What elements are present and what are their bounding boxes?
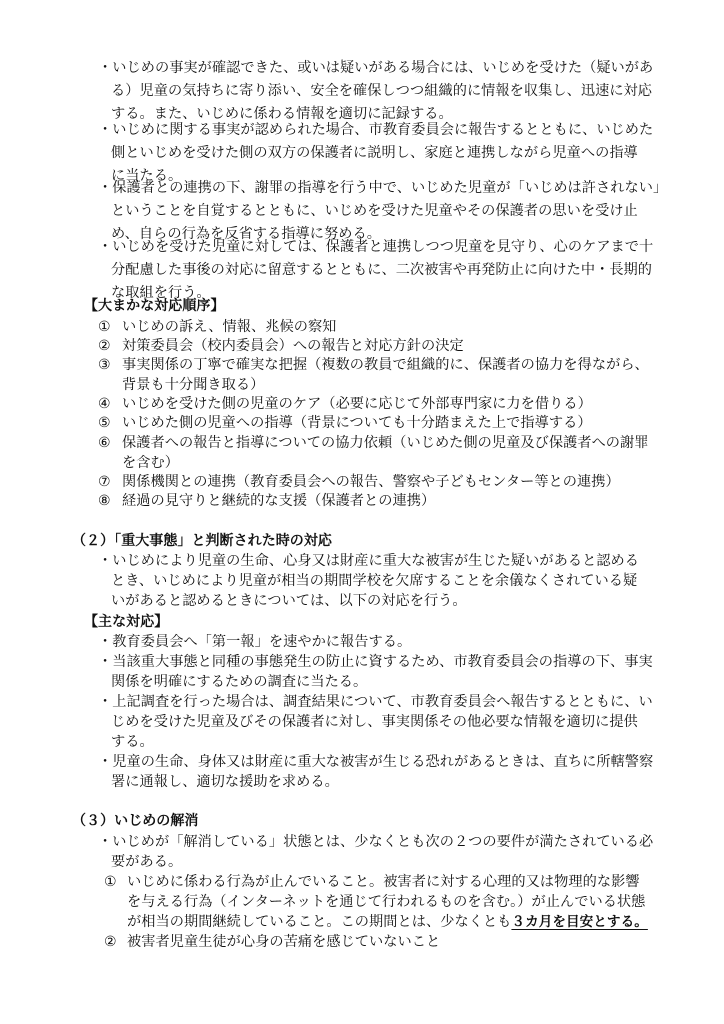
s2-bullet-3-line-3: する。: [111, 734, 154, 750]
order-item-7-text: 関係機関との連携（教育委員会への報告、警察や子どもセンター等との連携）: [122, 474, 620, 490]
order-item-2-text: 対策委員会（校内委員会）への報告と対応方針の決定: [122, 338, 464, 354]
section-2-intro-2: とき、いじめにより児童が相当の期間学校を欠席することを余儀なくされている疑: [111, 573, 638, 589]
bullet-1-line-2: る）児童の気持ちに寄り添い、安全を確保しつつ組織的に情報を収集し、迅速に対応: [111, 83, 653, 99]
bullet-3-line-1: ・保護者との連携の下、謝罪の指導を行う中で、いじめた児童が「いじめは許されない」: [98, 180, 668, 196]
order-item-6-num: ⑥: [98, 435, 111, 451]
order-item-1-text: いじめの訴え、情報、兆候の察知: [122, 319, 337, 335]
order-heading: 【大まかな対応順序】: [84, 298, 225, 314]
res-item-2-line-1: 被害者児童生徒が心身の苦痛を感じていないこと: [127, 934, 441, 950]
bullet-3-line-2: ということを自覚するとともに、いじめを受けた児童やその保護者の思いを受け止: [111, 203, 638, 219]
bullet-2-line-2: 側といじめを受けた側の双方の保護者に説明し、家庭と連携しながら児童への指導: [111, 145, 638, 161]
section-2-intro-1: ・いじめにより児童の生命、心身又は財産に重大な被害が生じた疑いがあると認める: [98, 553, 640, 569]
s2-bullet-4-line-1: ・児童の生命、身体又は財産に重大な被害が生じる恐れがあるときは、直ちに所轄警察: [98, 754, 654, 770]
bullet-3-line-3: め、自らの行為を反省する指導に努める。: [111, 226, 381, 242]
s2-bullet-3-line-1: ・上記調査を行った場合は、調査結果について、市教育委員会へ報告するとともに、い: [98, 694, 653, 710]
section-2-intro-3: いがあると認めるときについては、以下の対応を行う。: [111, 593, 467, 609]
res-item-1-num: ①: [104, 874, 117, 890]
order-item-6-text-1: 保護者への報告と指導についての協力依頼（いじめた側の児童及び保護者への謝罪: [122, 435, 649, 451]
order-item-5-text: いじめた側の児童への指導（背景についても十分踏まえた上で指導する）: [122, 415, 592, 431]
order-item-6-text-2: を含む）: [122, 455, 179, 471]
bullet-1-line-1: ・いじめの事実が確認できた、或いは疑いがある場合には、いじめを受けた（疑いがあ: [98, 60, 654, 76]
order-item-3-num: ③: [98, 357, 111, 373]
three-month-guideline: ３カ月を目安とする。: [511, 914, 648, 930]
section-3-heading: （３）いじめの解消: [72, 813, 199, 829]
order-item-3-text-2: 背景も十分聞き取る）: [122, 377, 265, 393]
bullet-1-line-3: する。また、いじめに係わる情報を適切に記録する。: [111, 106, 453, 122]
section-2-sub-heading: 【主な対応】: [84, 614, 169, 630]
order-item-3-text-1: 事実関係の丁寧で確実な把握（複数の教員で組織的に、保護者の協力を得ながら、: [122, 357, 649, 373]
res-item-1-line-2: を与える行為（インターネットを通じて行われるものを含む。）が止んでいる状態: [127, 894, 646, 910]
s2-bullet-4-line-2: 署に通報し、適切な援助を求める。: [111, 774, 339, 790]
section-3-intro-1: ・いじめが「解消している」状態とは、少なくとも次の２つの要件が満たされている必: [98, 834, 654, 850]
bullet-4-line-2: 分配慮した事後の対応に留意するとともに、二次被害や再発防止に向けた中・長期的: [111, 262, 653, 278]
section-3-intro-2: 要がある。: [111, 854, 183, 870]
res-item-2-num: ②: [104, 934, 117, 950]
res-item-1-line-1: いじめに係わる行為が止んでいること。被害者に対する心理的又は物理的な影響: [127, 874, 640, 890]
section-2-heading: （２）「重大事態」と判断された時の対応: [72, 533, 332, 549]
order-item-8-num: ⑧: [98, 493, 111, 509]
s2-bullet-2-line-2: 関係を明確にするための調査に当たる。: [111, 674, 368, 690]
s2-bullet-2-line-1: ・当該重大事態と同種の事態発生の防止に資するため、市教育委員会の指導の下、事実: [98, 654, 653, 670]
order-item-4-num: ④: [98, 396, 111, 412]
order-item-1-num: ①: [98, 319, 111, 335]
order-item-7-num: ⑦: [98, 474, 111, 490]
s2-bullet-1-line-1: ・教育委員会へ「第一報」を速やかに報告する。: [98, 634, 412, 650]
bullet-4-line-1: ・いじめを受けた児童に対しては、保護者と連携しつつ児童を見守り、心のケアまで十: [98, 239, 654, 255]
order-item-2-num: ②: [98, 338, 111, 354]
order-item-4-text: いじめを受けた側の児童のケア（必要に応じて外部専門家に力を借りる）: [122, 396, 592, 412]
bullet-4-line-3: な取組を行う。: [111, 285, 211, 301]
order-item-8-text: 経過の見守りと継続的な支援（保護者との連携）: [122, 493, 436, 509]
order-item-5-num: ⑤: [98, 415, 111, 431]
bullet-2-line-1: ・いじめに関する事実が認められた場合、市教育委員会に報告するとともに、いじめた: [98, 122, 654, 138]
res-item-1-line-3: が相当の期間継続していること。この期間とは、少なくとも３カ月を目安とする。: [127, 914, 648, 930]
s2-bullet-3-line-2: じめを受けた児童及びその保護者に対し、事実関係その他必要な情報を適切に提供: [111, 714, 638, 730]
bullet-2-line-3: に当たる。: [111, 168, 183, 184]
